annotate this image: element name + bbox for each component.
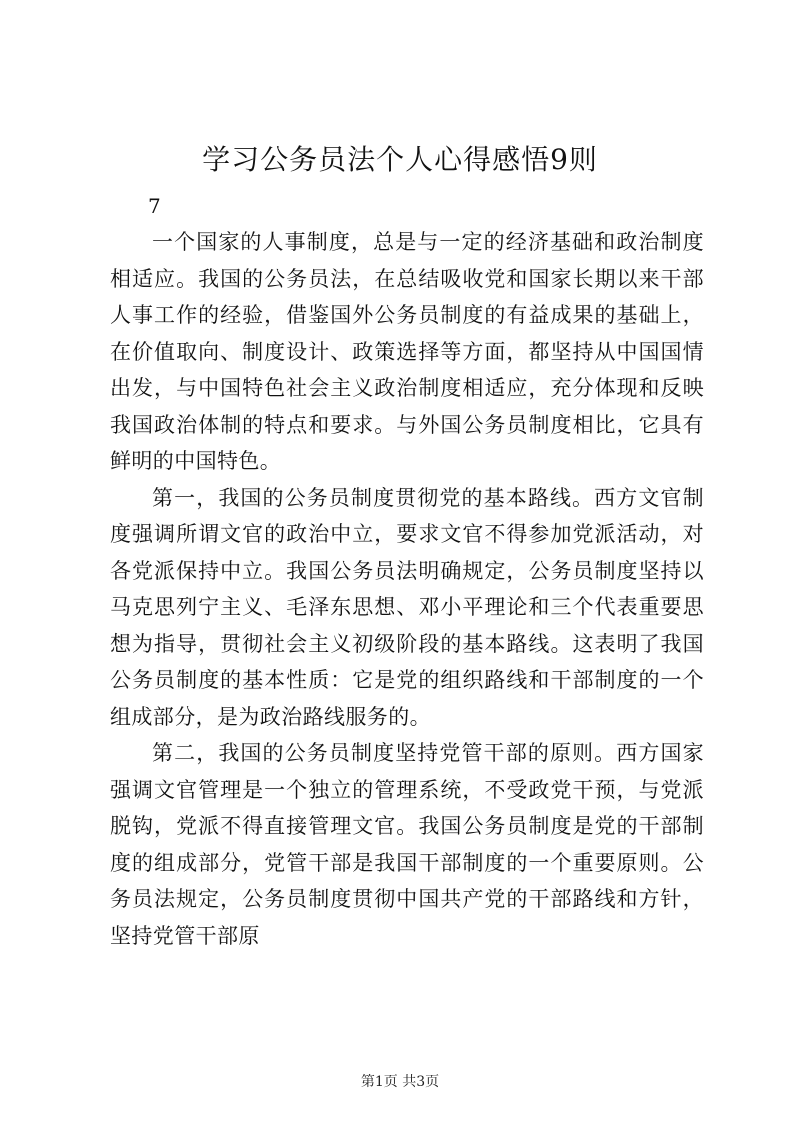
paragraph-3: 第二，我国的公务员制度坚持党管干部的原则。西方国家强调文官管理是一个独立的管理系统，不受政党干预，与党派脱钩，党派不得直接管理文官。我国公务员制度是党的干部制度的组成部分，党管干部是我国干部制度的一个重要原则。公务员法规定，公务员制度贯彻中国共产党的干部路线和方针，坚持党管干部原 [110,741,704,948]
paragraph-2: 第一，我国的公务员制度贯彻党的基本路线。西方文官制度强调所谓文官的政治中立，要求文官不得参加党派活动，对各党派保持中立。我国公务员法明确规定，公务员制度坚持以马克思列宁主义、毛泽东思想、邓小平理论和三个代表重要思想为指导，贯彻社会主义初级阶段的基本路线。这表明了我国公务员制度的基本性质：它是党的组织路线和干部制度的一个组成部分，是为政治路线服务的。 [110,485,704,729]
paragraph-1: 一个国家的人事制度，总是与一定的经济基础和政治制度相适应。我国的公务员法，在总结吸收党和国家长期以来干部人事工作的经验，借鉴国外公务员制度的有益成果的基础上，在价值取向、制度设计、政策选择等方面，都坚持从中国国情出发，与中国特色社会主义政治制度相适应，充分体现和反映我国政治体制的特点和要求。与外国公务员制度相比，它具有鲜明的中国特色。 [110,230,704,473]
page-footer: 第1页 共3页 [360,1074,440,1090]
section-number: 7 [148,194,161,218]
document-title: 学习公务员法个人心得感悟9则 [202,143,598,176]
document-body [110,224,704,954]
